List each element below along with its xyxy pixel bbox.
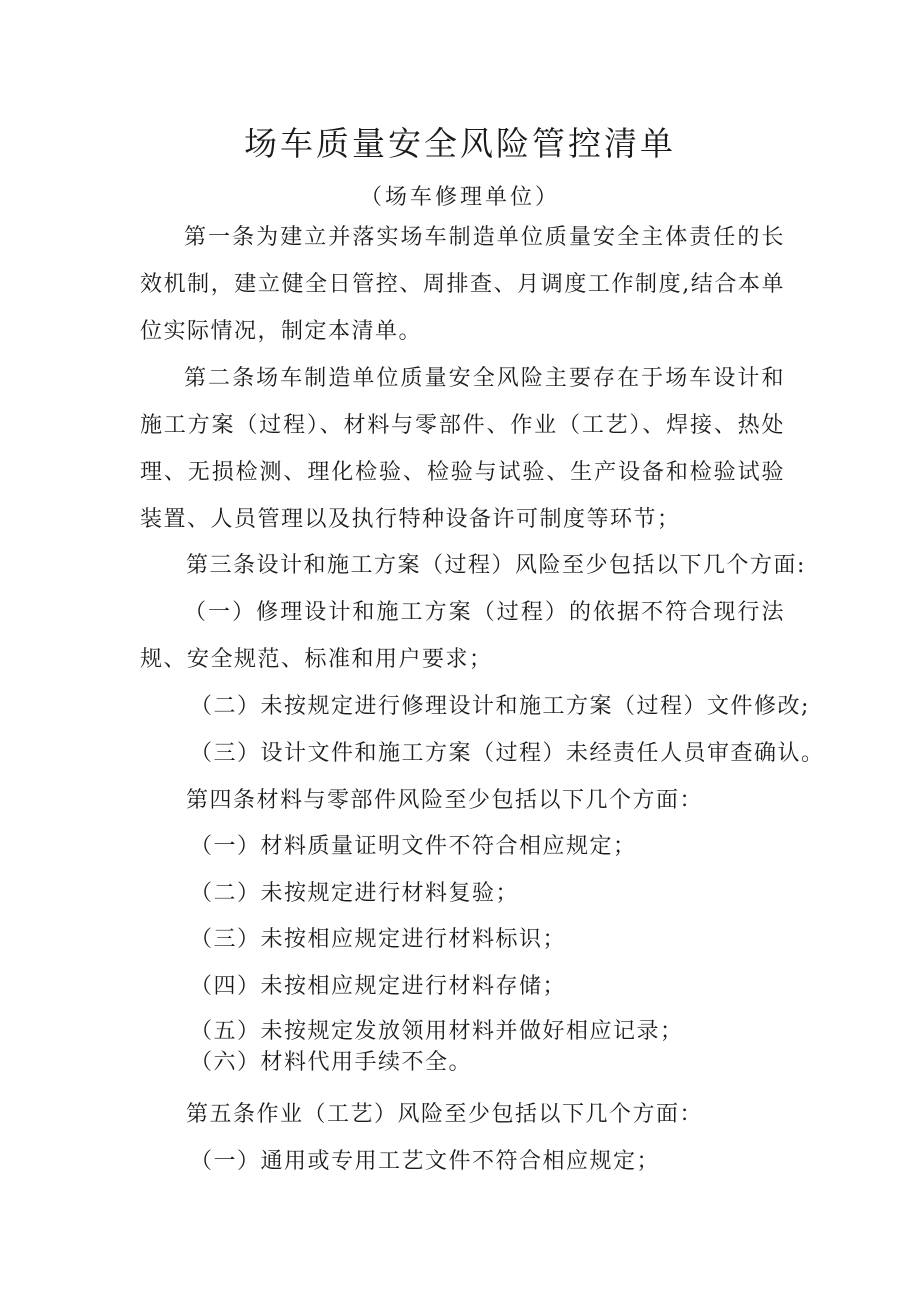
article-4-heading: 第四条材料与零部件风险至少包括以下几个方面：	[186, 788, 704, 813]
article-3-item-2: （二）未按规定进行修理设计和施工方案（过程）文件修改;	[190, 694, 810, 719]
article-4-item-3: （三）未按相应规定进行材料标识；	[190, 927, 567, 952]
article-3-heading: 第三条设计和施工方案（过程）风险至少包括以下几个方面:	[186, 553, 806, 578]
article-2-paragraph: 第二条场车制造单位质量安全风险主要存在于场车设计和施工方案（过程）、材料与零部件、作业（工艺）、焊接、热处理、无损检测、理化检验、检验与试验、生产设备和检验试验装置、人员管理以及执行特种设备许可制度等环节；	[140, 366, 785, 532]
article-4-item-4: （四）未按相应规定进行材料存储；	[190, 974, 567, 999]
article-5-heading: 第五条作业（工艺）风险至少包括以下几个方面：	[186, 1102, 704, 1127]
article-3-item-1: （一）修理设计和施工方案（过程）的依据不符合现行法规、安全规范、标准和用户要求；	[140, 600, 785, 672]
document-subtitle: （场车修理单位）	[359, 185, 560, 210]
article-3-item-3: （三）设计文件和施工方案（过程）未经责任人员审查确认。	[190, 741, 825, 766]
article-4-item-6: （六）材料代用手续不全。	[190, 1050, 473, 1075]
article-1-paragraph: 第一条为建立并落实场车制造单位质量安全主体责任的长效机制，建立健全日管控、周排查、月调度工作制度,结合本单位实际情况，制定本清单。	[140, 225, 785, 344]
article-4-item-2: （二）未按规定进行材料复验；	[190, 881, 520, 906]
article-5-item-1: （一）通用或专用工艺文件不符合相应规定；	[190, 1149, 661, 1174]
document-title: 场车质量安全风险管控清单	[244, 124, 676, 163]
article-4-item-1: （一）材料质量证明文件不符合相应规定；	[190, 834, 637, 859]
article-4-item-5: （五）未按规定发放领用材料并做好相应记录；	[190, 1019, 684, 1044]
